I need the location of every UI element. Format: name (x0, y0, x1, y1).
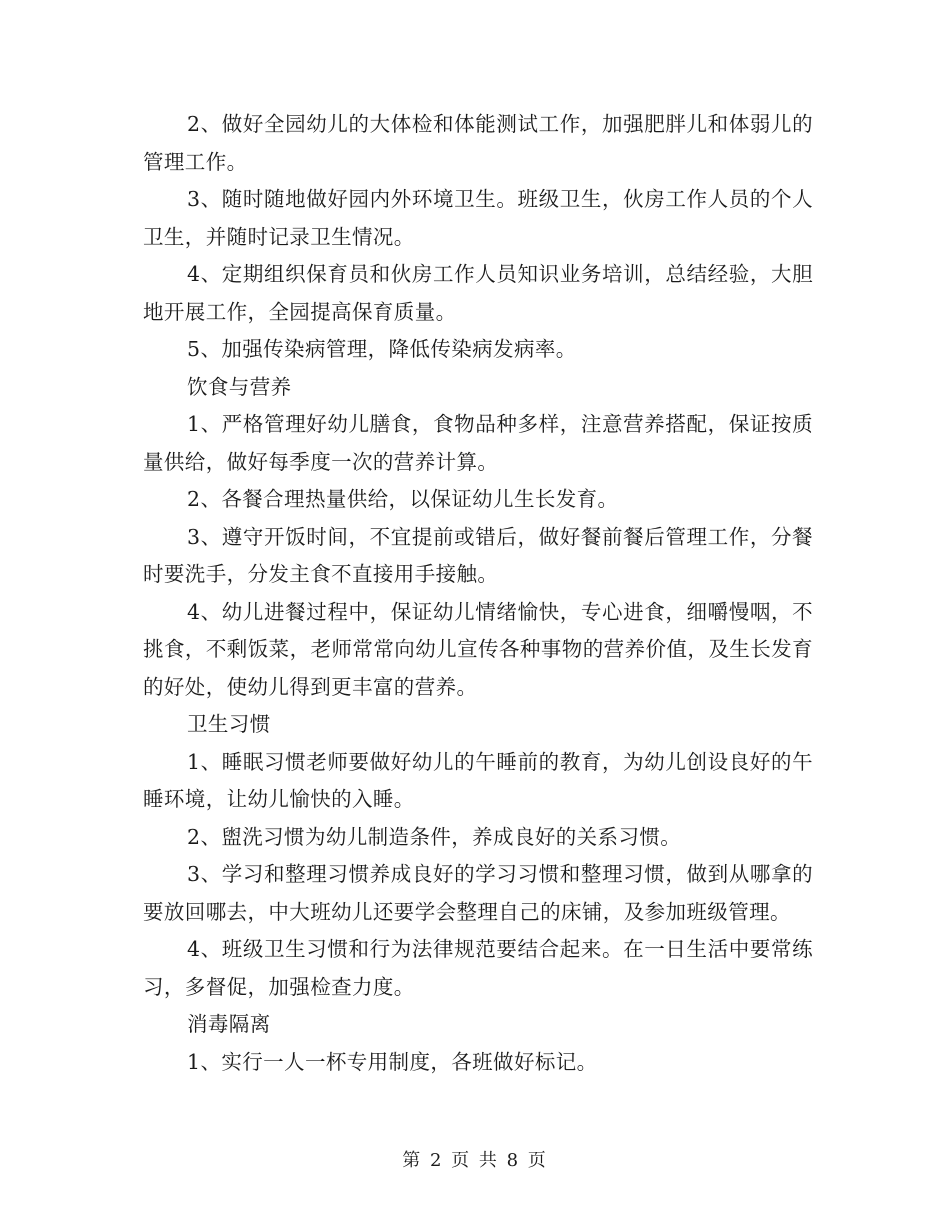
paragraph: 1、实行一人一杯专用制度，各班做好标记。 (187, 1049, 598, 1074)
document-body (143, 106, 813, 1081)
paragraph: 3、学习和整理习惯养成良好的学习习惯和整理习惯，做到从哪拿的要放回哪去，中大班幼儿还要学会整理自己的床铺，及参加班级管理。 (143, 862, 813, 924)
section-heading: 卫生习惯 (187, 712, 271, 736)
paragraph: 3、遵守开饭时间，不宜提前或错后，做好餐前餐后管理工作，分餐时要洗手，分发主食不直接用手接触。 (143, 524, 813, 586)
section-heading: 消毒隔离 (187, 1012, 271, 1036)
paragraph: 5、加强传染病管理，降低传染病发病率。 (187, 337, 577, 361)
paragraph: 1、严格管理好幼儿膳食，食物品种多样，注意营养搭配，保证按质量供给，做好每季度一次的营养计算。 (143, 412, 813, 474)
paragraph: 4、班级卫生习惯和行为法律规范要结合起来。在一日生活中要常练习，多督促，加强检查力度。 (143, 937, 813, 999)
paragraph: 1、睡眠习惯老师要做好幼儿的午睡前的教育，为幼儿创设良好的午睡环境，让幼儿愉快的入睡。 (143, 749, 813, 811)
paragraph: 4、幼儿进餐过程中，保证幼儿情绪愉快，专心进食，细嚼慢咽，不挑食，不剩饭菜，老师常常向幼儿宣传各种事物的营养价值，及生长发育的好处，使幼儿得到更丰富的营养。 (143, 599, 813, 699)
paragraph: 2、各餐合理热量供给，以保证幼儿生长发育。 (187, 487, 619, 511)
paragraph: 2、盥洗习惯为幼儿制造条件，养成良好的关系习惯。 (187, 824, 682, 849)
paragraph: 4、定期组织保育员和伙房工作人员知识业务培训，总结经验，大胆地开展工作，全园提高保育质量。 (143, 262, 813, 324)
paragraph: 3、随时随地做好园内外环境卫生。班级卫生，伙房工作人员的个人卫生，并随时记录卫生情况。 (143, 187, 813, 249)
section-heading: 饮食与营养 (187, 374, 292, 399)
paragraph: 2、做好全园幼儿的大体检和体能测试工作，加强肥胖儿和体弱儿的管理工作。 (143, 112, 813, 174)
page-number-footer: 第 2 页 共 8 页 (402, 1150, 548, 1171)
